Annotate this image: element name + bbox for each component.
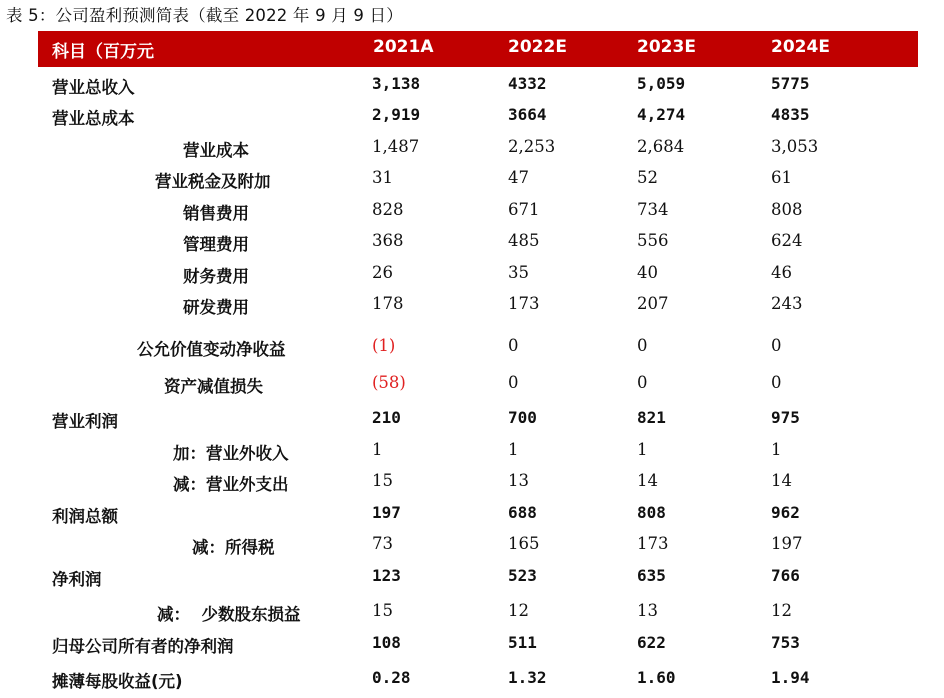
- cell-2023e: 0: [637, 336, 648, 355]
- row-label: 归母公司所有者的净利润: [52, 637, 234, 656]
- table-row: [0, 440, 944, 470]
- row-label: 营业成本: [183, 141, 249, 160]
- cell-2021a: 123: [372, 566, 401, 585]
- cell-2024e: 3,053: [771, 137, 819, 156]
- cell-2024e: 0: [771, 336, 782, 355]
- cell-2022e: 511: [508, 633, 537, 652]
- cell-2024e: 14: [771, 471, 792, 490]
- row-label: 公允价值变动净收益: [137, 340, 286, 359]
- row-label: 加：营业外收入: [173, 444, 289, 463]
- cell-2022e: 0: [508, 373, 519, 392]
- row-label: 销售费用: [183, 204, 249, 223]
- row-label: 资产减值损失: [164, 377, 263, 396]
- row-label: 营业税金及附加: [155, 172, 271, 191]
- cell-2021a: 15: [372, 471, 393, 490]
- cell-2021a: 1: [372, 440, 383, 459]
- table-row: [0, 168, 944, 198]
- cell-2022e: 700: [508, 408, 537, 427]
- cell-2023e: 635: [637, 566, 666, 585]
- cell-2021a: 108: [372, 633, 401, 652]
- cell-2024e: 753: [771, 633, 800, 652]
- row-label: 净利润: [52, 570, 102, 589]
- cell-2023e: 173: [637, 534, 669, 553]
- table-row: [0, 373, 944, 403]
- cell-2023e: 207: [637, 294, 669, 313]
- cell-2024e: 766: [771, 566, 800, 585]
- cell-2022e: 671: [508, 200, 540, 219]
- cell-2022e: 165: [508, 534, 540, 553]
- cell-2021a: 828: [372, 200, 404, 219]
- header-2022e: 2022E: [508, 37, 567, 57]
- table-row: [0, 471, 944, 501]
- cell-2023e: 52: [637, 168, 658, 187]
- header-subject: 科目（百万元: [52, 42, 154, 62]
- cell-2022e: 485: [508, 231, 540, 250]
- table-row: [0, 105, 944, 135]
- cell-2023e: 40: [637, 263, 658, 282]
- cell-2024e: 1.94: [771, 668, 810, 687]
- cell-2021a: 3,138: [372, 74, 421, 93]
- cell-2022e: 0: [508, 336, 519, 355]
- row-label: 摊薄每股收益(元): [52, 672, 183, 691]
- cell-2023e: 1: [637, 440, 648, 459]
- row-label: 减： 少数股东损益: [157, 605, 301, 624]
- cell-2023e: 734: [637, 200, 669, 219]
- cell-2021a: 0.28: [372, 668, 411, 687]
- cell-2024e: 975: [771, 408, 800, 427]
- table-row: [0, 668, 944, 698]
- table-row: [0, 408, 944, 438]
- row-label: 营业总成本: [52, 109, 135, 128]
- cell-2023e: 1.60: [637, 668, 676, 687]
- cell-2021a: 368: [372, 231, 404, 250]
- cell-2022e: 1.32: [508, 668, 547, 687]
- cell-2022e: 173: [508, 294, 540, 313]
- row-label: 减：所得税: [192, 538, 275, 557]
- table-row: [0, 74, 944, 104]
- table-caption: 表 5：公司盈利预测简表（截至 2022 年 9 月 9 日）: [6, 6, 403, 25]
- row-label: 财务费用: [183, 267, 249, 286]
- row-label: 营业总收入: [52, 78, 135, 97]
- table-row: [0, 263, 944, 293]
- cell-2024e: 243: [771, 294, 803, 313]
- cell-2023e: 14: [637, 471, 658, 490]
- cell-2024e: 808: [771, 200, 803, 219]
- header-2021a: 2021A: [373, 37, 434, 57]
- cell-2024e: 1: [771, 440, 782, 459]
- cell-2022e: 523: [508, 566, 537, 585]
- cell-2023e: 13: [637, 601, 658, 620]
- cell-2022e: 13: [508, 471, 529, 490]
- cell-2023e: 556: [637, 231, 669, 250]
- cell-2021a: 210: [372, 408, 401, 427]
- table-row: [0, 503, 944, 533]
- table-row: [0, 137, 944, 167]
- table-row: [0, 231, 944, 261]
- header-2023e: 2023E: [637, 37, 696, 57]
- cell-2023e: 4,274: [637, 105, 686, 124]
- cell-2021a: (58): [372, 373, 406, 392]
- cell-2022e: 1: [508, 440, 519, 459]
- cell-2022e: 4332: [508, 74, 547, 93]
- cell-2024e: 0: [771, 373, 782, 392]
- cell-2022e: 35: [508, 263, 529, 282]
- cell-2022e: 2,253: [508, 137, 556, 156]
- cell-2021a: 1,487: [372, 137, 420, 156]
- cell-2023e: 622: [637, 633, 666, 652]
- cell-2024e: 12: [771, 601, 792, 620]
- row-label: 减：营业外支出: [173, 475, 289, 494]
- cell-2023e: 2,684: [637, 137, 685, 156]
- header-2024e: 2024E: [771, 37, 830, 57]
- cell-2021a: 178: [372, 294, 404, 313]
- cell-2023e: 0: [637, 373, 648, 392]
- cell-2022e: 688: [508, 503, 537, 522]
- cell-2021a: 2,919: [372, 105, 421, 124]
- table-row: [0, 534, 944, 564]
- cell-2024e: 46: [771, 263, 792, 282]
- cell-2021a: 197: [372, 503, 401, 522]
- row-label: 研发费用: [183, 298, 249, 317]
- cell-2021a: 15: [372, 601, 393, 620]
- cell-2022e: 3664: [508, 105, 547, 124]
- cell-2021a: (1): [372, 336, 396, 355]
- table-row: [0, 336, 944, 366]
- table-row: [0, 566, 944, 596]
- table-row: [0, 601, 944, 631]
- table-row: [0, 200, 944, 230]
- cell-2024e: 4835: [771, 105, 810, 124]
- cell-2022e: 12: [508, 601, 529, 620]
- table-row: [0, 294, 944, 324]
- cell-2024e: 61: [771, 168, 792, 187]
- row-label: 管理费用: [183, 235, 249, 254]
- table-header: [38, 31, 918, 67]
- cell-2024e: 624: [771, 231, 803, 250]
- row-label: 营业利润: [52, 412, 118, 431]
- cell-2023e: 808: [637, 503, 666, 522]
- table-row: [0, 633, 944, 663]
- cell-2021a: 31: [372, 168, 393, 187]
- row-label: 利润总额: [52, 507, 118, 526]
- cell-2023e: 821: [637, 408, 666, 427]
- cell-2024e: 197: [771, 534, 803, 553]
- cell-2021a: 73: [372, 534, 393, 553]
- cell-2022e: 47: [508, 168, 529, 187]
- cell-2023e: 5,059: [637, 74, 686, 93]
- cell-2024e: 962: [771, 503, 800, 522]
- cell-2021a: 26: [372, 263, 393, 282]
- cell-2024e: 5775: [771, 74, 810, 93]
